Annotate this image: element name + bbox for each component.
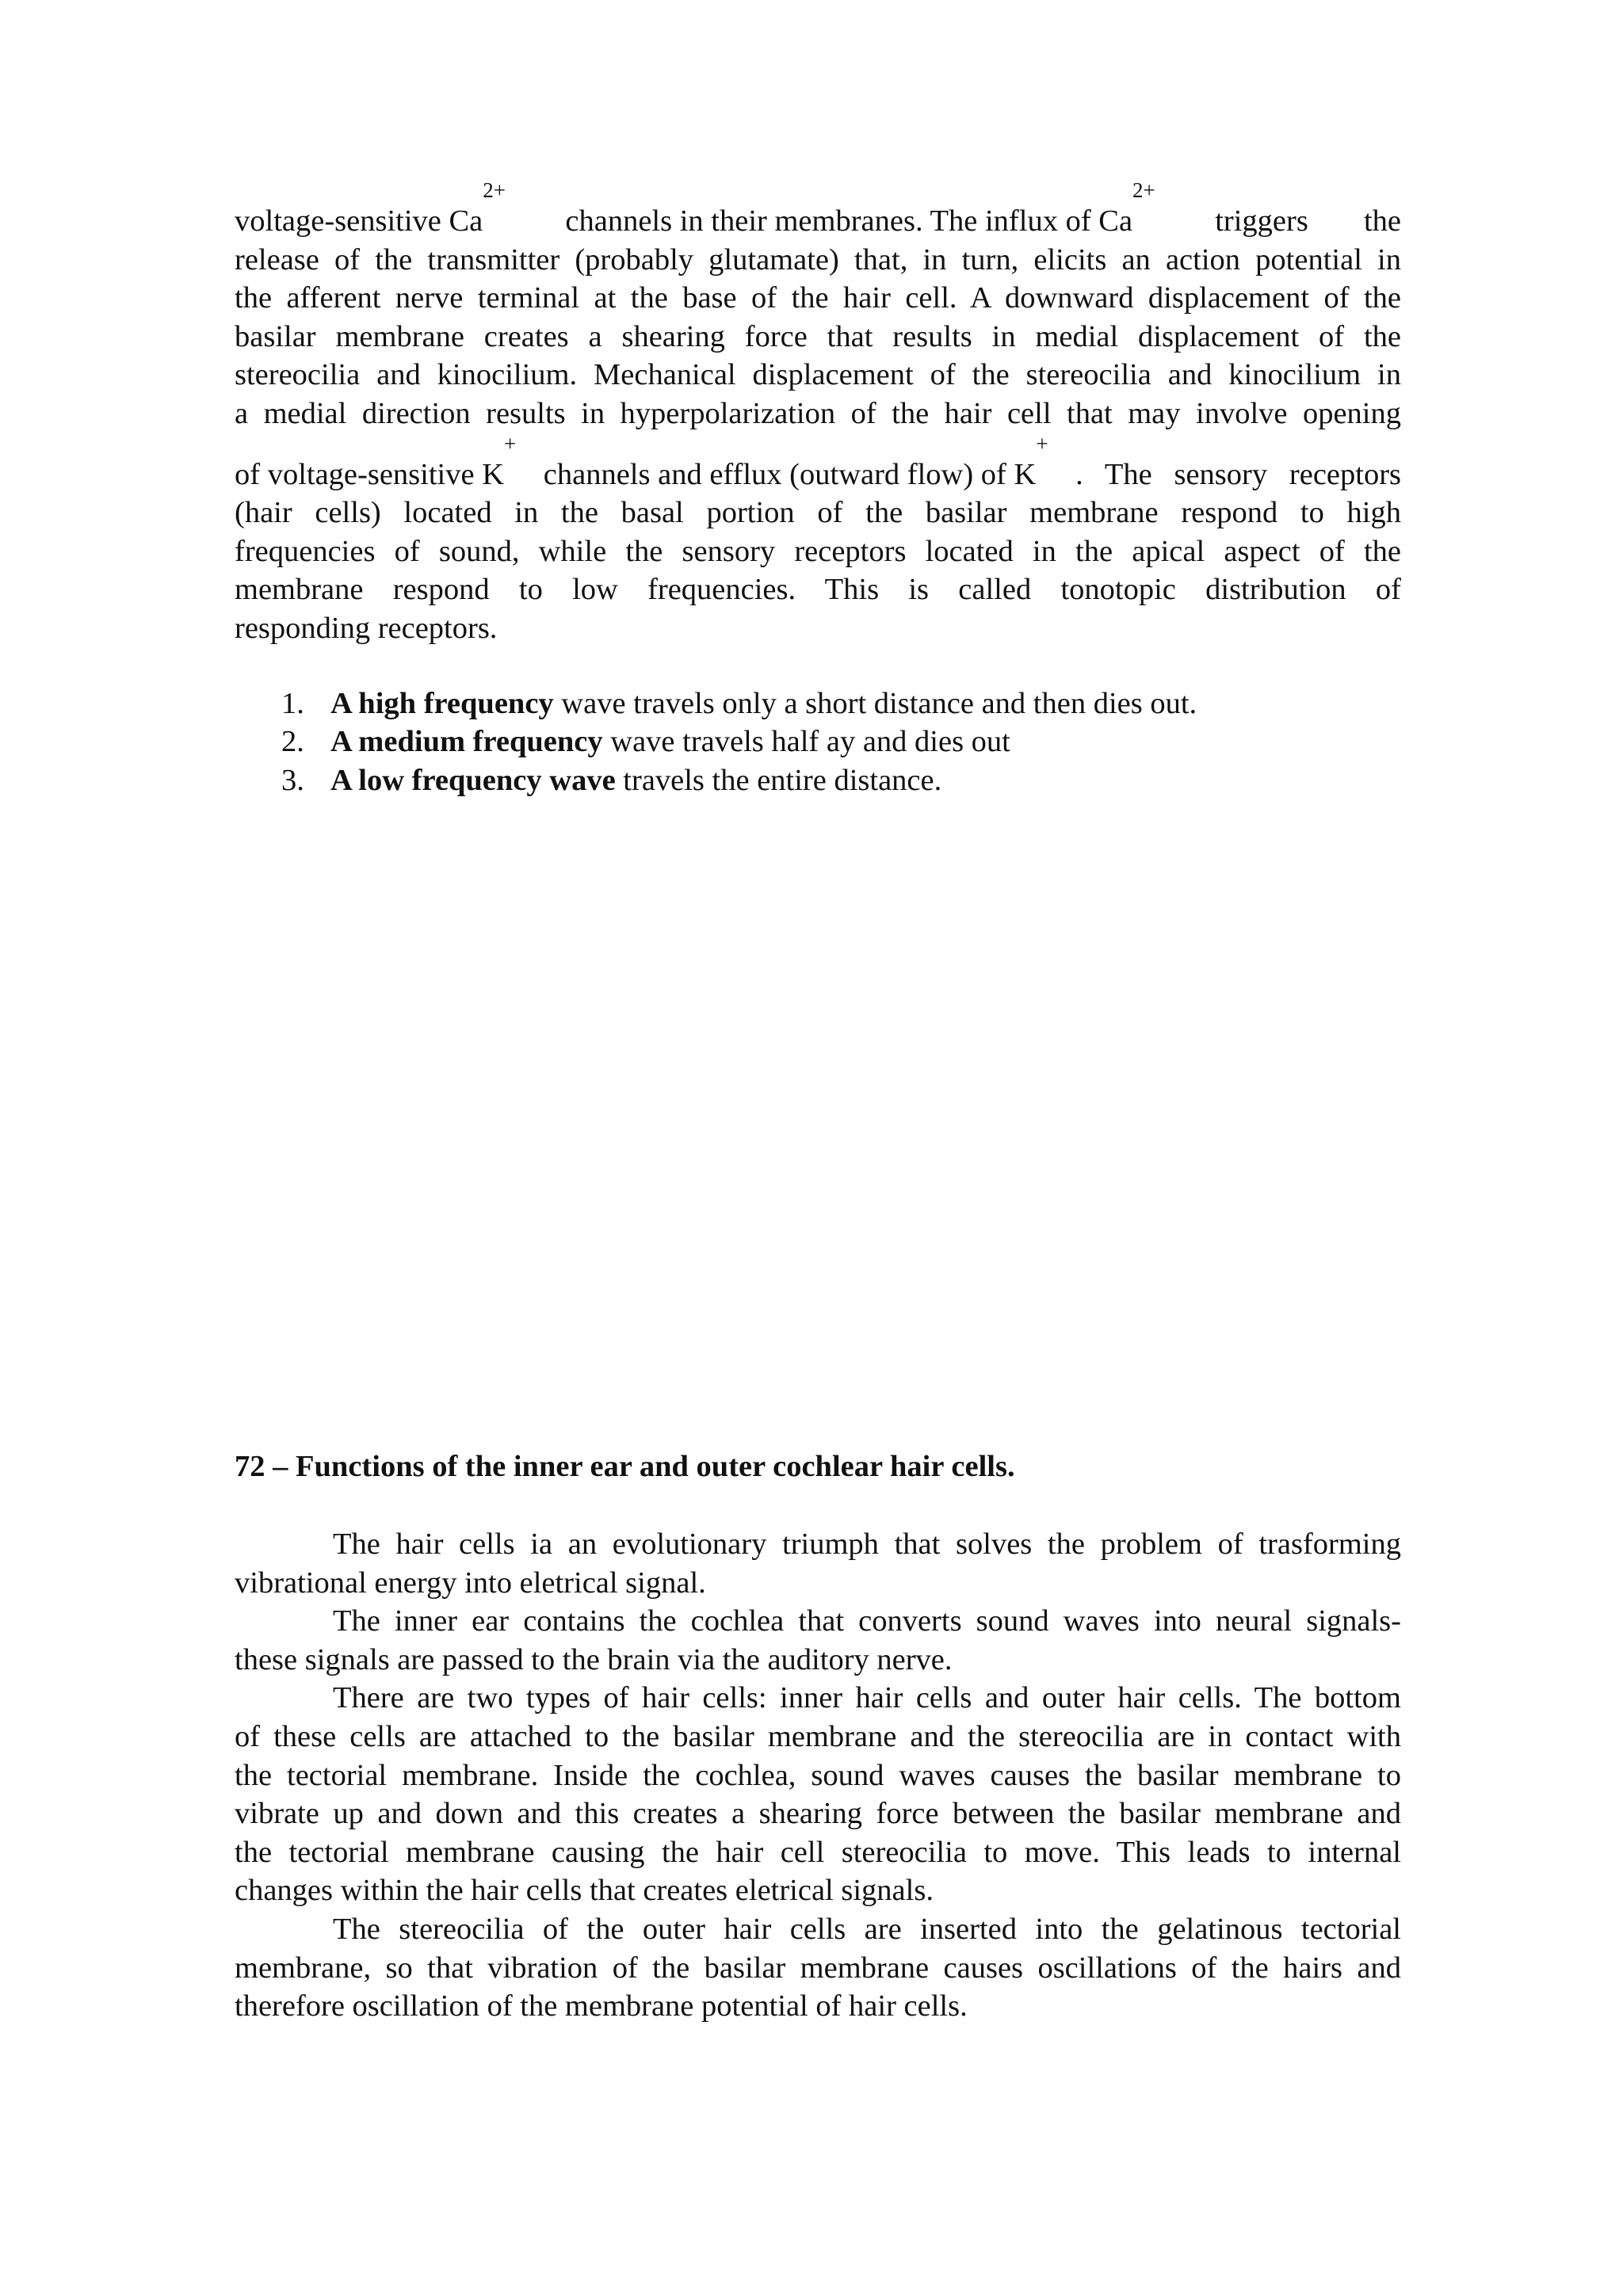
paragraph-hair-cell-mechanics <box>235 178 1401 648</box>
text-line: There are two types of hair cells: inner hair cells and outer hair cells. The bottom <box>333 1681 1401 1715</box>
text-line: vibrational energy into eletrical signal. <box>235 1566 706 1600</box>
text-line: membrane respond to low frequencies. This is called tonotopic distribution of <box>235 573 1401 607</box>
ca-ion-text <box>565 178 1155 241</box>
section-heading: 72 – Functions of the inner ear and outer cochlear hair cells. <box>235 1450 1015 1483</box>
superscript-charge: 2+ <box>1132 178 1155 202</box>
text-span: of voltage-sensitive K <box>235 457 504 491</box>
text-line: vibrate up and down and this creates a shearing force between the basilar membrane and <box>235 1797 1401 1831</box>
frequency-list <box>235 685 1401 800</box>
text-span: channels and efflux (outward flow) of K <box>543 457 1037 491</box>
text-line: the tectorial membrane causing the hair cell stereocilia to move. This leads to internal <box>235 1835 1401 1869</box>
text-line: the afferent nerve terminal at the base of the hair cell. A downward displacement of the <box>235 281 1401 315</box>
page-body <box>235 178 1401 799</box>
list-item <box>235 761 1401 800</box>
section-body <box>235 1525 1401 2026</box>
list-item-bold: A medium frequency <box>330 725 603 759</box>
ca-ion-text <box>235 178 506 241</box>
superscript-charge: 2+ <box>483 178 506 202</box>
k-ion-text <box>235 431 517 494</box>
superscript-charge: + <box>504 431 517 456</box>
text-line: The stereocilia of the outer hair cells are inserted into the gelatinous tectorial <box>333 1912 1401 1946</box>
list-item-bold: A high frequency <box>330 686 554 720</box>
text-line: of these cells are attached to the basilar membrane and the stereocilia are in contact with <box>235 1719 1401 1753</box>
text-line: membrane, so that vibration of the basilar membrane causes oscillations of the hairs and <box>235 1951 1401 1985</box>
list-item-bold: A low frequency wave <box>330 763 616 797</box>
text-line: release of the transmitter (probably glutamate) that, in turn, elicits an action potential in <box>235 242 1401 277</box>
text-line: a medial direction results in hyperpolarization of the hair cell that may involve opening <box>235 396 1401 430</box>
text-span: channels in their membranes. The influx of Ca <box>565 204 1133 238</box>
list-item <box>235 685 1401 723</box>
text-line: changes within the hair cells that creates eletrical signals. <box>235 1874 934 1908</box>
superscript-charge: + <box>1036 431 1048 456</box>
text-line <box>235 431 1401 494</box>
text-line: (hair cells) located in the basal portion of the basilar membrane respond to high <box>235 496 1401 530</box>
text-line: frequencies of sound, while the sensory receptors located in the apical aspect of the <box>235 534 1401 568</box>
text-line <box>235 178 1401 241</box>
text-line: therefore oscillation of the membrane potential of hair cells. <box>235 1989 968 2023</box>
list-item-text: wave travels half ay and dies out <box>602 725 1010 759</box>
list-number: 3. <box>281 763 304 797</box>
text-line: these signals are passed to the brain via the auditory nerve. <box>235 1642 953 1676</box>
text-line: The inner ear contains the cochlea that converts sound waves into neural signals- <box>333 1604 1401 1638</box>
list-number: 2. <box>281 725 304 759</box>
text-span: voltage-sensitive Ca <box>235 204 483 238</box>
text-span: . The sensory receptors <box>1075 457 1401 491</box>
list-item <box>235 723 1401 761</box>
text-line: basilar membrane creates a shearing force that results in medial displacement of the <box>235 319 1401 353</box>
list-item-text: travels the entire distance. <box>615 763 942 797</box>
text-line: responding receptors. <box>235 611 498 645</box>
text-line: the tectorial membrane. Inside the cochlea, sound waves causes the basilar membrane to <box>235 1758 1401 1792</box>
list-number: 1. <box>281 686 304 720</box>
k-ion-text <box>543 431 1048 494</box>
text-line: stereocilia and kinocilium. Mechanical displacement of the stereocilia and kinocilium in <box>235 358 1401 392</box>
list-item-text: wave travels only a short distance and then dies out. <box>553 686 1197 720</box>
text-span: triggers the <box>1215 204 1401 238</box>
text-line: The hair cells ia an evolutionary triumph that solves the problem of trasforming <box>333 1527 1401 1561</box>
